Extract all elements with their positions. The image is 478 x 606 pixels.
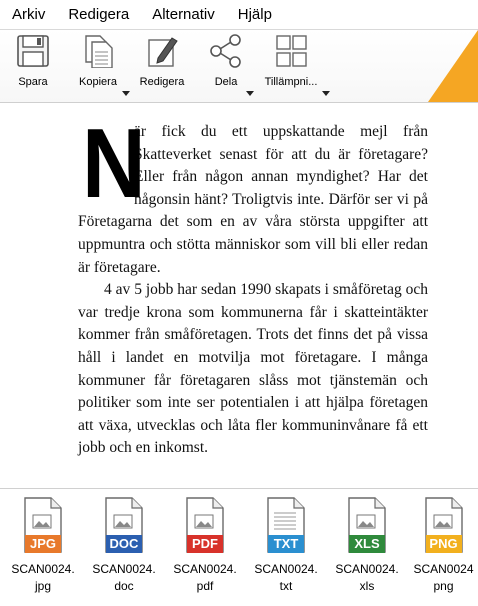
file-png-icon (422, 497, 466, 553)
file-name: SCAN0024. jpg (11, 562, 75, 593)
chevron-down-icon[interactable] (322, 91, 330, 96)
chevron-down-icon[interactable] (246, 91, 254, 96)
file-type-badge: PNG (426, 535, 462, 553)
file-type-badge: PDF (187, 535, 223, 553)
file-strip (0, 488, 478, 606)
share-label: Dela (214, 76, 238, 88)
applications-label: Tillämpni... (264, 76, 318, 88)
edit-pencil-icon (144, 34, 180, 68)
file-item-pdf[interactable] (166, 497, 244, 595)
file-item-jpg[interactable] (4, 497, 82, 595)
file-jpg-icon (21, 497, 65, 553)
file-name: SCAN0024. xls (335, 562, 399, 593)
edit-button[interactable] (137, 34, 187, 96)
file-type-badge: JPG (25, 535, 61, 553)
share-button[interactable] (206, 34, 246, 96)
menu-alternativ[interactable]: Alternativ (152, 6, 215, 23)
copy-icon (80, 34, 116, 68)
copy-label: Kopiera (79, 76, 117, 88)
copy-button[interactable] (74, 34, 122, 96)
share-icon (208, 34, 244, 68)
drop-cap: N (82, 108, 146, 218)
paragraph-1: är fick du ett uppskattande mejl från Skatteverket senast för att du är företagare? Eller från någon annan myndighet? Har det någonsin hänt? Troligtvis inte. Därför ser vi på Företagarna det som en av våra största uppgifter att uppmuntra och stötta människor som vill bli eller redan är företagare. (78, 123, 428, 276)
document-text (78, 108, 428, 460)
file-name: SCAN0024. pdf (173, 562, 237, 593)
file-type-badge: XLS (349, 535, 385, 553)
file-pdf-icon (183, 497, 227, 553)
brand-corner-decoration (422, 30, 478, 102)
menu-bar (0, 0, 478, 30)
file-doc-icon (102, 497, 146, 553)
menu-hjalp[interactable]: Hjälp (237, 6, 272, 23)
save-button[interactable] (13, 34, 53, 96)
floppy-disk-icon (15, 34, 51, 68)
file-xls-icon (345, 497, 389, 553)
file-name: SCAN0024 png (413, 562, 474, 593)
menu-arkiv[interactable]: Arkiv (12, 6, 46, 23)
edit-label: Redigera (139, 76, 185, 88)
file-name: SCAN0024. doc (92, 562, 156, 593)
file-type-badge: DOC (106, 535, 142, 553)
grid-apps-icon (273, 34, 309, 68)
applications-button[interactable] (260, 34, 322, 96)
file-txt-icon (264, 497, 308, 553)
file-name: SCAN0024. txt (254, 562, 318, 593)
toolbar (0, 30, 478, 103)
menu-redigera[interactable]: Redigera (68, 6, 130, 23)
file-item-png[interactable] (409, 497, 478, 595)
file-item-doc[interactable] (85, 497, 163, 595)
chevron-down-icon[interactable] (122, 91, 130, 96)
paragraph-2: 4 av 5 jobb har sedan 1990 skapats i småföretag och var tredje krona som kommunerna får i skatteintäkter kommer från småföretagen. Trots det finns det på vissa håll i landet en motvilja mot företagare. I många kommuner får företagaren slåss mot tjänstemän och politiker som inte ser potentialen i att hjälpa företagen att växa, utvecklas och låta fler kommuninvånare få ett jobb och en inkomst. (78, 281, 428, 457)
save-label: Spara (18, 76, 48, 88)
file-type-badge: TXT (268, 535, 304, 553)
document-preview (0, 103, 478, 488)
file-item-xls[interactable] (328, 497, 406, 595)
file-item-txt[interactable] (247, 497, 325, 595)
